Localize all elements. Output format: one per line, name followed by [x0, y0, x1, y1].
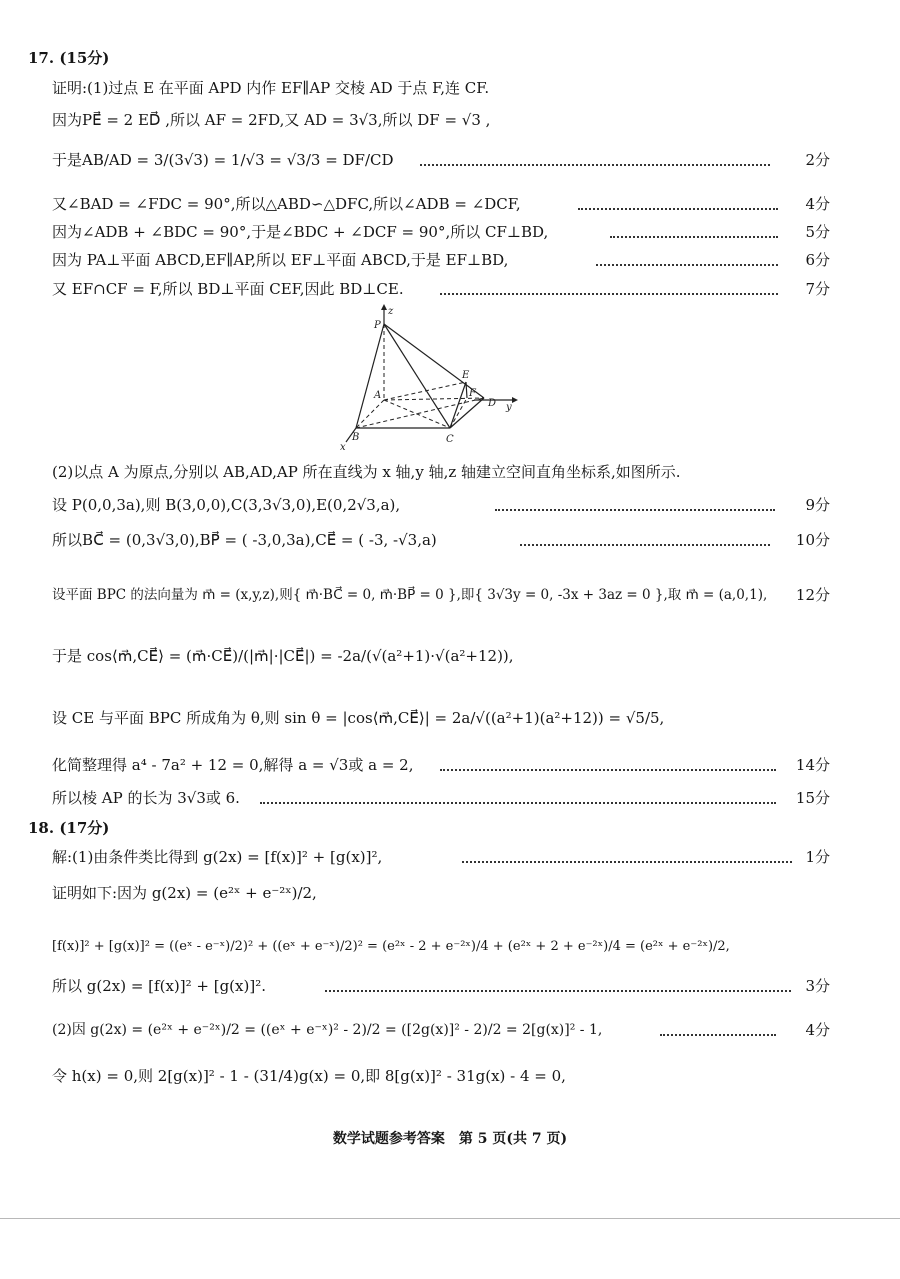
- page-footer: 数学试题参考答案 第 5 页(共 7 页): [332, 1131, 568, 1147]
- score-mark: 15分: [795, 789, 830, 807]
- score-mark: 14分: [795, 756, 830, 774]
- label-F: F: [469, 388, 476, 399]
- q17-line-2: 因为PE⃗ = 2 ED⃗ ,所以 AF = 2FD,又 AD = 3√3,所以 DF = √3 ,: [52, 111, 491, 129]
- label-x: x: [340, 442, 346, 452]
- q17-part2-sine: 设 CE 与平面 BPC 所成角为 θ,则 sin θ = |cos⟨m⃗,CE⃗⟩| = 2a/√((a²+1)(a²+12)) = √5/5,: [52, 709, 665, 727]
- q17-part2-solve: 化简整理得 a⁴ - 7a² + 12 = 0,解得 a = √3或 a = 2,: [52, 756, 414, 774]
- label-B: B: [352, 432, 360, 443]
- edge-PC: [384, 324, 450, 428]
- leader-dots: [420, 164, 770, 166]
- q17-line-6: 因为 PA⊥平面 ABCD,EF∥AP,所以 EF⊥平面 ABCD,于是 EF⊥BD,: [52, 251, 509, 269]
- edge-PD: [384, 324, 484, 398]
- leader-dots: [495, 509, 775, 511]
- question-18-header: 18. (17分): [28, 819, 110, 837]
- score-mark: 10分: [795, 531, 830, 549]
- leader-dots: [260, 802, 776, 804]
- q17-line-1: 证明:(1)过点 E 在平面 APD 内作 EF∥AP 交棱 AD 于点 F,连 CF.: [52, 79, 490, 97]
- edge-AC: [384, 400, 450, 428]
- score-mark: 4分: [805, 195, 830, 213]
- score-mark: 7分: [805, 280, 830, 298]
- q17-part2-conclusion: 所以棱 AP 的长为 3√3或 6.: [52, 789, 240, 807]
- score-mark: 3分: [805, 977, 830, 995]
- leader-dots: [440, 769, 776, 771]
- score-mark: 1分: [805, 848, 830, 866]
- leader-dots: [440, 293, 778, 295]
- leader-dots: [596, 264, 778, 266]
- edge-AE: [384, 382, 466, 400]
- q18-line-4: 所以 g(2x) = [f(x)]² + [g(x)]².: [52, 977, 266, 995]
- q17-part2-cosine: 于是 cos⟨m⃗,CE⃗⟩ = (m⃗·CE⃗)/(|m⃗|·|CE⃗|) = -2a/(√(a²+1)·√(a²+12)),: [52, 647, 514, 665]
- q18-line-3: [f(x)]² + [g(x)]² = ((eˣ - e⁻ˣ)/2)² + ((eˣ + e⁻ˣ)/2)² = (e²ˣ - 2 + e⁻²ˣ)/4 + (e²ˣ + 2 + e⁻²ˣ)/4 = (e²ˣ + e⁻²ˣ)/2,: [52, 939, 730, 954]
- score-mark: 5分: [805, 223, 830, 241]
- label-z: z: [388, 306, 394, 317]
- leader-dots: [610, 236, 778, 238]
- label-C: C: [446, 434, 454, 445]
- q18-line-6: 令 h(x) = 0,则 2[g(x)]² - 1 - (31/4)g(x) = 0,即 8[g(x)]² - 31g(x) - 4 = 0,: [52, 1067, 566, 1085]
- q18-line-2: 证明如下:因为 g(2x) = (e²ˣ + e⁻²ˣ)/2,: [52, 884, 317, 902]
- pyramid-coordinate-figure: [336, 302, 536, 452]
- label-D: D: [488, 398, 497, 409]
- edge-EF: [466, 382, 467, 398]
- q17-line-3: 于是AB/AD = 3/(3√3) = 1/√3 = √3/3 = DF/CD: [52, 151, 394, 169]
- q17-line-7: 又 EF∩CF = F,所以 BD⊥平面 CEF,因此 BD⊥CE.: [52, 280, 404, 298]
- score-mark: 6分: [805, 251, 830, 269]
- q17-part2-line-2: 所以BC⃗ = (0,3√3,0),BP⃗ = ( -3,0,3a),CE⃗ = ( -3, -√3,a): [52, 531, 437, 549]
- q18-line-5: (2)因 g(2x) = (e²ˣ + e⁻²ˣ)/2 = ((eˣ + e⁻ˣ)² - 2)/2 = ([2g(x)]² - 2)/2 = 2[g(x)]² - 1,: [52, 1022, 603, 1038]
- label-E: E: [462, 370, 470, 381]
- leader-dots: [660, 1034, 776, 1036]
- q17-part2-normal-vector: 设平面 BPC 的法向量为 m⃗ = (x,y,z),则{ m⃗·BC⃗ = 0, m⃗·BP⃗ = 0 },即{ 3√3y = 0, -3x + 3az = 0 },取 m⃗ = (a,0,1),: [52, 587, 768, 603]
- q17-part2-intro: (2)以点 A 为原点,分别以 AB,AD,AP 所在直线为 x 轴,y 轴,z 轴建立空间直角坐标系,如图所示.: [52, 463, 681, 481]
- leader-dots: [462, 861, 792, 863]
- edge-PB: [356, 324, 384, 428]
- arrow-y: [512, 397, 518, 403]
- q18-line-1: 解:(1)由条件类比得到 g(2x) = [f(x)]² + [g(x)]²,: [52, 848, 383, 866]
- score-mark: 4分: [805, 1021, 830, 1039]
- page-divider: [0, 1218, 900, 1219]
- q17-line-5: 因为∠ADB + ∠BDC = 90°,于是∠BDC + ∠DCF = 90°,所以 CF⊥BD,: [52, 223, 549, 241]
- label-P: P: [374, 320, 381, 331]
- score-mark: 12分: [795, 586, 830, 604]
- question-17-header: 17. (15分): [28, 49, 110, 67]
- q17-part2-line-1: 设 P(0,0,3a),则 B(3,0,0),C(3,3√3,0),E(0,2√3,a),: [52, 496, 401, 514]
- leader-dots: [578, 208, 778, 210]
- leader-dots: [325, 990, 791, 992]
- q17-line-4: 又∠BAD = ∠FDC = 90°,所以△ABD∽△DFC,所以∠ADB = ∠DCF,: [52, 195, 521, 213]
- score-mark: 9分: [805, 496, 830, 514]
- score-mark: 2分: [805, 151, 830, 169]
- label-A: A: [374, 390, 382, 401]
- label-y: y: [506, 402, 512, 413]
- leader-dots: [520, 544, 770, 546]
- arrow-z: [381, 304, 387, 310]
